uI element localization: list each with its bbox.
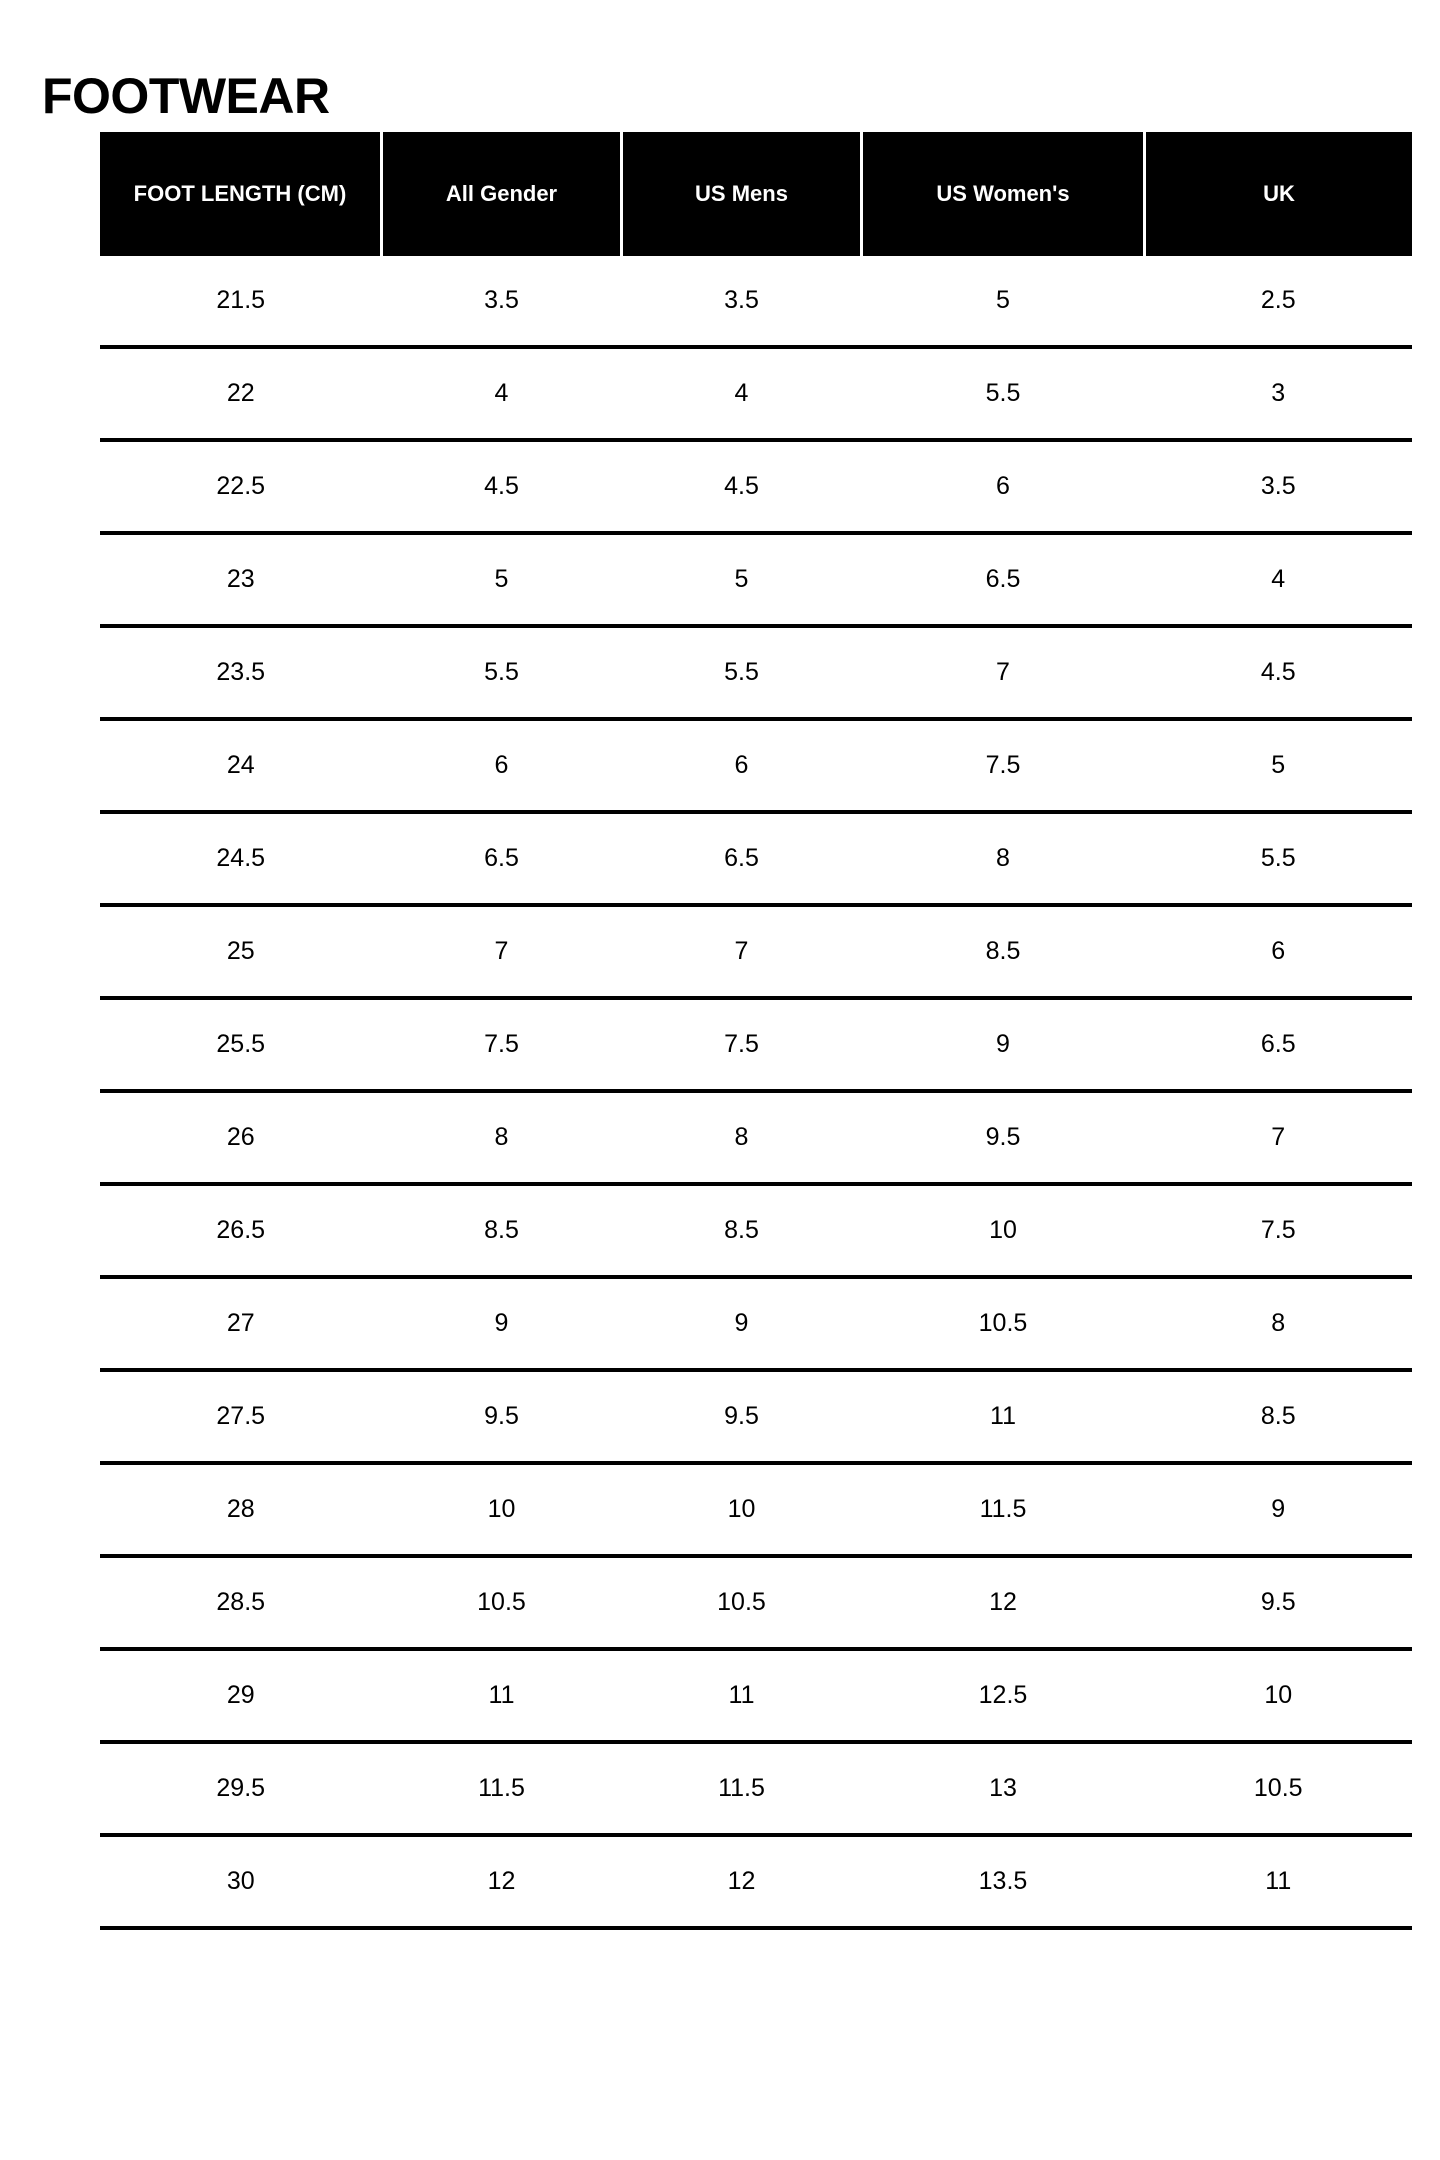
cell-all-gender: 9	[382, 1277, 622, 1370]
cell-foot-length: 23.5	[100, 626, 382, 719]
cell-us-womens: 5.5	[862, 347, 1145, 440]
cell-uk: 4.5	[1145, 626, 1413, 719]
cell-uk: 5.5	[1145, 812, 1413, 905]
cell-us-womens: 13	[862, 1742, 1145, 1835]
column-header-foot-length: FOOT LENGTH (CM)	[100, 132, 382, 256]
cell-us-mens: 11	[622, 1649, 862, 1742]
cell-uk: 8	[1145, 1277, 1413, 1370]
cell-all-gender: 3.5	[382, 256, 622, 347]
cell-us-mens: 9.5	[622, 1370, 862, 1463]
cell-foot-length: 27	[100, 1277, 382, 1370]
table-body	[100, 256, 1412, 1928]
cell-uk: 10	[1145, 1649, 1413, 1742]
cell-us-womens: 8.5	[862, 905, 1145, 998]
cell-us-mens: 7	[622, 905, 862, 998]
table-row	[100, 1835, 1412, 1928]
cell-foot-length: 28.5	[100, 1556, 382, 1649]
cell-us-womens: 11	[862, 1370, 1145, 1463]
cell-foot-length: 24.5	[100, 812, 382, 905]
cell-all-gender: 7	[382, 905, 622, 998]
column-header-us-mens: US Mens	[622, 132, 862, 256]
cell-us-womens: 11.5	[862, 1463, 1145, 1556]
column-header-us-womens: US Women's	[862, 132, 1145, 256]
cell-foot-length: 25.5	[100, 998, 382, 1091]
cell-us-womens: 12.5	[862, 1649, 1145, 1742]
cell-us-mens: 11.5	[622, 1742, 862, 1835]
cell-uk: 10.5	[1145, 1742, 1413, 1835]
cell-foot-length: 30	[100, 1835, 382, 1928]
page-title: FOOTWEAR	[42, 67, 330, 124]
column-header-all-gender: All Gender	[382, 132, 622, 256]
cell-uk: 9.5	[1145, 1556, 1413, 1649]
table-row	[100, 1277, 1412, 1370]
cell-all-gender: 6	[382, 719, 622, 812]
cell-all-gender: 5.5	[382, 626, 622, 719]
footwear-size-table	[100, 132, 1412, 1930]
cell-us-womens: 13.5	[862, 1835, 1145, 1928]
table-header-row	[100, 132, 1412, 256]
cell-foot-length: 28	[100, 1463, 382, 1556]
cell-uk: 5	[1145, 719, 1413, 812]
table-row	[100, 1091, 1412, 1184]
table-row	[100, 998, 1412, 1091]
cell-us-mens: 6	[622, 719, 862, 812]
table-row	[100, 1742, 1412, 1835]
cell-us-womens: 8	[862, 812, 1145, 905]
table-row	[100, 256, 1412, 347]
cell-us-womens: 10.5	[862, 1277, 1145, 1370]
cell-us-mens: 5.5	[622, 626, 862, 719]
cell-us-womens: 6.5	[862, 533, 1145, 626]
cell-us-womens: 9	[862, 998, 1145, 1091]
cell-uk: 7	[1145, 1091, 1413, 1184]
cell-uk: 9	[1145, 1463, 1413, 1556]
cell-uk: 8.5	[1145, 1370, 1413, 1463]
table-row	[100, 440, 1412, 533]
table-row	[100, 905, 1412, 998]
cell-uk: 6.5	[1145, 998, 1413, 1091]
cell-all-gender: 8	[382, 1091, 622, 1184]
cell-us-mens: 5	[622, 533, 862, 626]
cell-all-gender: 4.5	[382, 440, 622, 533]
table-row	[100, 626, 1412, 719]
cell-all-gender: 8.5	[382, 1184, 622, 1277]
cell-us-mens: 7.5	[622, 998, 862, 1091]
cell-foot-length: 25	[100, 905, 382, 998]
cell-us-womens: 10	[862, 1184, 1145, 1277]
size-table-container	[100, 132, 1340, 1930]
cell-foot-length: 21.5	[100, 256, 382, 347]
cell-us-womens: 5	[862, 256, 1145, 347]
cell-foot-length: 26	[100, 1091, 382, 1184]
table-header	[100, 132, 1412, 256]
cell-us-mens: 9	[622, 1277, 862, 1370]
cell-us-womens: 9.5	[862, 1091, 1145, 1184]
table-row	[100, 812, 1412, 905]
table-row	[100, 533, 1412, 626]
cell-foot-length: 23	[100, 533, 382, 626]
cell-foot-length: 22	[100, 347, 382, 440]
cell-foot-length: 29.5	[100, 1742, 382, 1835]
cell-all-gender: 10.5	[382, 1556, 622, 1649]
cell-us-mens: 8.5	[622, 1184, 862, 1277]
cell-all-gender: 5	[382, 533, 622, 626]
table-row	[100, 1184, 1412, 1277]
cell-all-gender: 12	[382, 1835, 622, 1928]
cell-uk: 2.5	[1145, 256, 1413, 347]
cell-us-mens: 10.5	[622, 1556, 862, 1649]
cell-foot-length: 27.5	[100, 1370, 382, 1463]
cell-uk: 3	[1145, 347, 1413, 440]
cell-all-gender: 6.5	[382, 812, 622, 905]
cell-all-gender: 4	[382, 347, 622, 440]
cell-us-womens: 6	[862, 440, 1145, 533]
cell-us-womens: 12	[862, 1556, 1145, 1649]
cell-us-mens: 10	[622, 1463, 862, 1556]
cell-foot-length: 26.5	[100, 1184, 382, 1277]
table-row	[100, 347, 1412, 440]
cell-us-mens: 12	[622, 1835, 862, 1928]
cell-all-gender: 7.5	[382, 998, 622, 1091]
cell-uk: 4	[1145, 533, 1413, 626]
cell-uk: 7.5	[1145, 1184, 1413, 1277]
table-row	[100, 1556, 1412, 1649]
table-row	[100, 1463, 1412, 1556]
cell-us-mens: 4.5	[622, 440, 862, 533]
cell-all-gender: 11	[382, 1649, 622, 1742]
cell-uk: 11	[1145, 1835, 1413, 1928]
table-row	[100, 1370, 1412, 1463]
cell-all-gender: 11.5	[382, 1742, 622, 1835]
column-header-uk: UK	[1145, 132, 1413, 256]
cell-uk: 3.5	[1145, 440, 1413, 533]
table-row	[100, 1649, 1412, 1742]
cell-foot-length: 22.5	[100, 440, 382, 533]
cell-all-gender: 10	[382, 1463, 622, 1556]
cell-us-mens: 8	[622, 1091, 862, 1184]
cell-foot-length: 29	[100, 1649, 382, 1742]
cell-us-womens: 7.5	[862, 719, 1145, 812]
cell-foot-length: 24	[100, 719, 382, 812]
cell-us-mens: 4	[622, 347, 862, 440]
cell-uk: 6	[1145, 905, 1413, 998]
table-row	[100, 719, 1412, 812]
cell-us-mens: 6.5	[622, 812, 862, 905]
cell-us-womens: 7	[862, 626, 1145, 719]
cell-all-gender: 9.5	[382, 1370, 622, 1463]
cell-us-mens: 3.5	[622, 256, 862, 347]
